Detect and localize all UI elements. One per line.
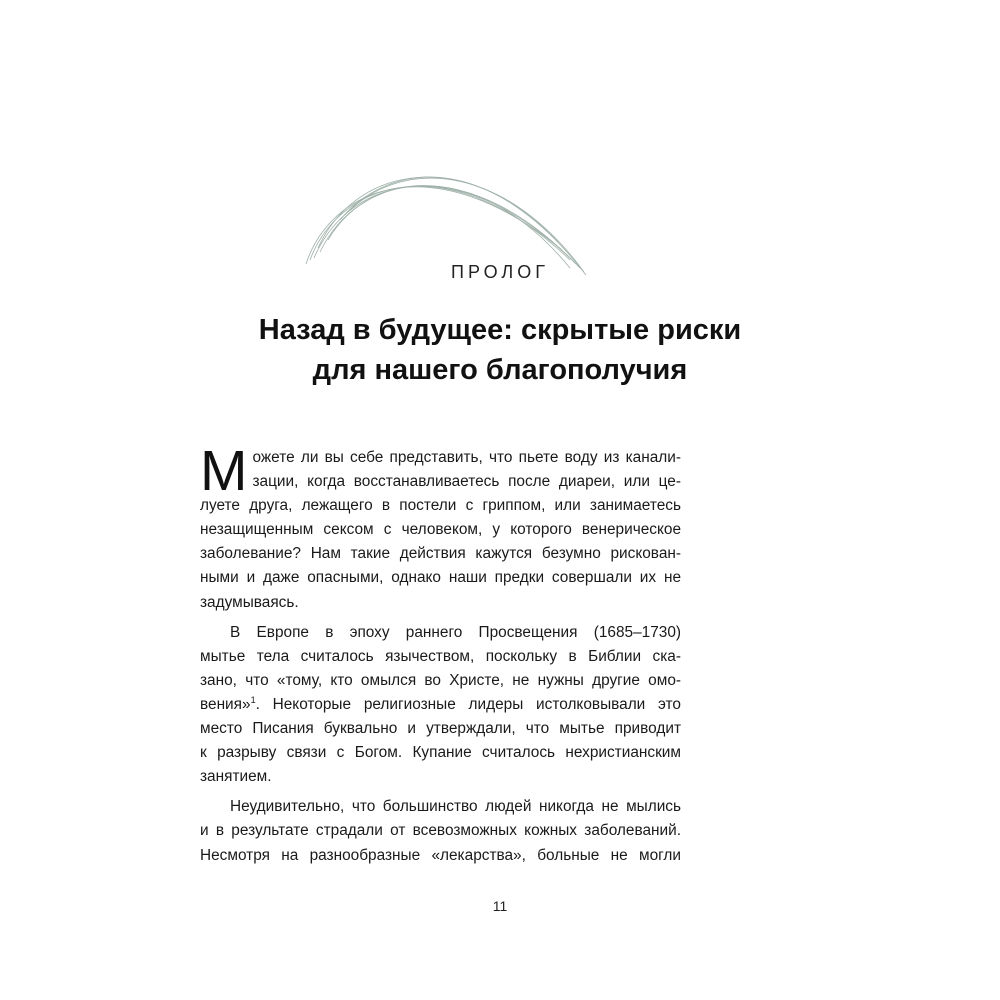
footnote-period: . [255,695,260,713]
footnote-marker[interactable]: 1 [250,694,256,705]
text-line: мытье тела считалось язычеством, поскольку в Библии ска- [200,647,681,665]
text-line: луете друга, лежащего в постели с гриппом, или занимаетесь [200,497,681,515]
text-line: незащищенным сексом с человеком, у которого венерическое [200,521,681,539]
text-fragment: Некоторые религиозные лидеры истолковывали это [259,695,681,713]
text-line [200,693,681,717]
text-line: ожете ли вы себе представить, что пьете воду из канали- [252,449,681,466]
chapter-title-line-2: для нашего благополучия [312,354,688,386]
page-number: 11 [492,898,508,914]
text-line: зано, что «тому, кто омылся во Христе, не нужны другие омо- [200,671,681,689]
text-line: ными и даже опасными, однако наши предки совершали их не [200,569,681,587]
chapter-title [0,310,1000,390]
paragraph-3 [200,795,681,867]
text-line: и в результате страдали от всевозможных кожных заболеваний. [200,822,681,840]
text-line: Несмотря на разнообразные «лекарства», больные не могли [200,846,681,864]
quote-end: вения» [200,695,251,713]
text-line: задумываясь. [200,593,299,611]
text-line: к разрыву связи с Богом. Купание считалось нехристианским [200,744,681,762]
decorative-arc-ornament [300,140,590,280]
text-line: место Писания буквально и утверждали, что мытье приводит [200,720,681,738]
paragraph-1 [200,439,681,615]
text-line: занятием. [200,768,272,786]
text-line: В Европе в эпоху раннего Просвещения (1685–1730) [230,623,681,641]
text-line: зации, когда восстанавливаетесь после диареи, или це- [252,473,681,491]
chapter-title-line-1: Назад в будущее: скрытые риски [258,314,742,346]
text-line: Неудивительно, что большинство людей никогда не мылись [230,798,681,816]
chapter-label: ПРОЛОГ [451,262,549,282]
paragraph-2 [200,621,681,790]
drop-cap: М [200,439,248,503]
body-text [200,439,681,868]
text-line: заболевание? Нам такие действия кажутся безумно рискован- [200,545,681,563]
